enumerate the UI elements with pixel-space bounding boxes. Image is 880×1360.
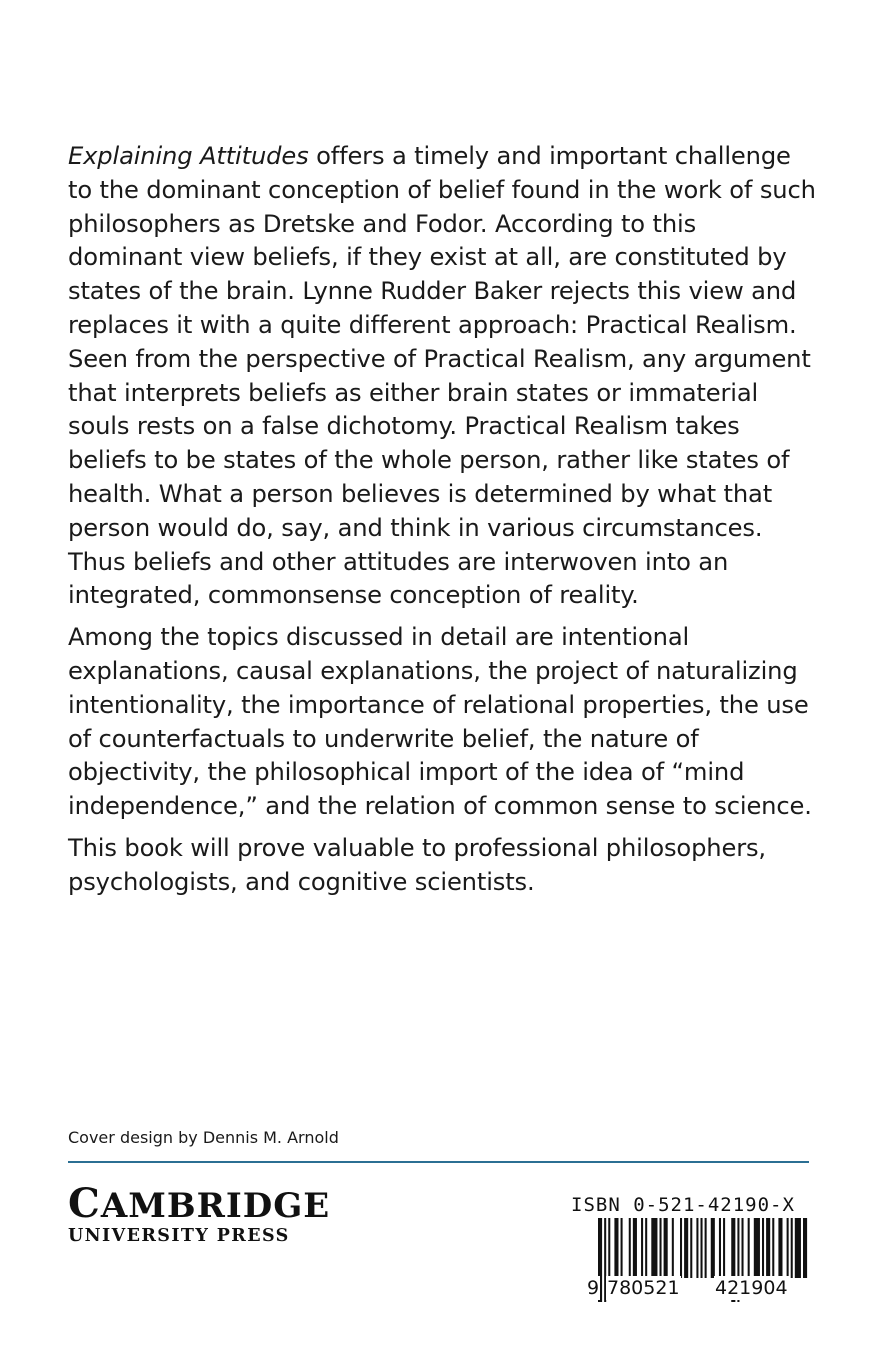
barcode-bar bbox=[690, 1218, 692, 1278]
barcode-bar bbox=[748, 1218, 750, 1278]
barcode-digit-group-1: 780521 bbox=[607, 1277, 680, 1299]
barcode-digits bbox=[586, 1276, 808, 1302]
barcode-bar bbox=[795, 1218, 801, 1278]
book-title-italic: Explaining Attitudes bbox=[68, 142, 309, 170]
barcode-bar bbox=[645, 1218, 647, 1278]
barcode-bar bbox=[608, 1218, 610, 1278]
publisher-name-initial: C bbox=[68, 1180, 101, 1227]
barcode-bar bbox=[641, 1218, 643, 1278]
barcode-bar bbox=[680, 1218, 682, 1278]
barcode-bar bbox=[614, 1218, 618, 1278]
barcode-bar bbox=[672, 1218, 674, 1278]
barcode-bar bbox=[772, 1218, 774, 1278]
publisher-name-rest: AMBRIDGE bbox=[100, 1186, 331, 1226]
barcode-bar bbox=[705, 1218, 707, 1278]
barcode-bar bbox=[719, 1218, 721, 1278]
barcode-bar bbox=[766, 1218, 770, 1278]
barcode-bar bbox=[723, 1218, 725, 1278]
barcode-bar bbox=[651, 1218, 657, 1278]
barcode-bar bbox=[684, 1218, 688, 1278]
blurb-paragraph-2: Among the topics discussed in detail are intentional explanations, causal explanations, the project of naturalizing intentionality, the importance of relational properties, the use of counterfactuals to underwrite belief, the nature of objectivity, the philosophical import of the idea of “mind independence,” and the relation of common sense to science. bbox=[68, 623, 812, 821]
barcode-bar bbox=[701, 1218, 703, 1278]
publisher-subtitle: UNIVERSITY PRESS bbox=[68, 1226, 290, 1246]
blurb-paragraph-1 bbox=[68, 140, 816, 613]
barcode-bar bbox=[778, 1218, 782, 1278]
barcode-bar bbox=[696, 1218, 698, 1278]
publisher-logo bbox=[68, 1180, 331, 1247]
barcode-bar bbox=[791, 1218, 793, 1278]
back-cover-blurb bbox=[68, 140, 816, 908]
barcode-lead-digit: 9 bbox=[587, 1277, 600, 1299]
barcode-digit-group-2: 421904 bbox=[715, 1277, 788, 1299]
blurb-paragraph-3: This book will prove valuable to professional philosophers, psychologists, and cognitive scientists. bbox=[68, 833, 766, 896]
barcode-bar bbox=[787, 1218, 789, 1278]
cover-design-credit: Cover design by Dennis M. Arnold bbox=[68, 1128, 339, 1147]
barcode-bar bbox=[754, 1218, 760, 1278]
barcode-bar bbox=[633, 1218, 637, 1278]
barcode-bar bbox=[660, 1218, 662, 1278]
blurb-paragraph-1-text: offers a timely and important challenge to the dominant conception of belief found in the work of such philosophers as Dretske and Fodor. According to this dominant view beliefs, if they exist at all, are constituted by states of the brain. Lynne Rudder Baker rejects this view and replaces it with a quite different approach: Practical Realism. Seen from the perspective of Practical Realism, any argument that interprets beliefs as either brain states or immaterial souls rests on a false dichotomy. Practical Realism takes beliefs to be states of the whole person, rather like states of health. What a person believes is determined by what that person would do, say, and think in various circumstances. Thus beliefs and other attitudes are interwoven into an integrated, commonsense conception of reality. bbox=[68, 142, 816, 610]
barcode-bar bbox=[621, 1218, 623, 1278]
barcode-bar bbox=[711, 1218, 715, 1278]
barcode-bar bbox=[629, 1218, 631, 1278]
isbn-number: ISBN 0-521-42190-X bbox=[571, 1194, 795, 1216]
barcode-bar bbox=[742, 1218, 744, 1278]
barcode-bar bbox=[762, 1218, 764, 1278]
publisher-name bbox=[68, 1180, 331, 1227]
barcode-bar bbox=[664, 1218, 668, 1278]
barcode-bar bbox=[803, 1218, 807, 1278]
divider-rule bbox=[68, 1161, 809, 1163]
